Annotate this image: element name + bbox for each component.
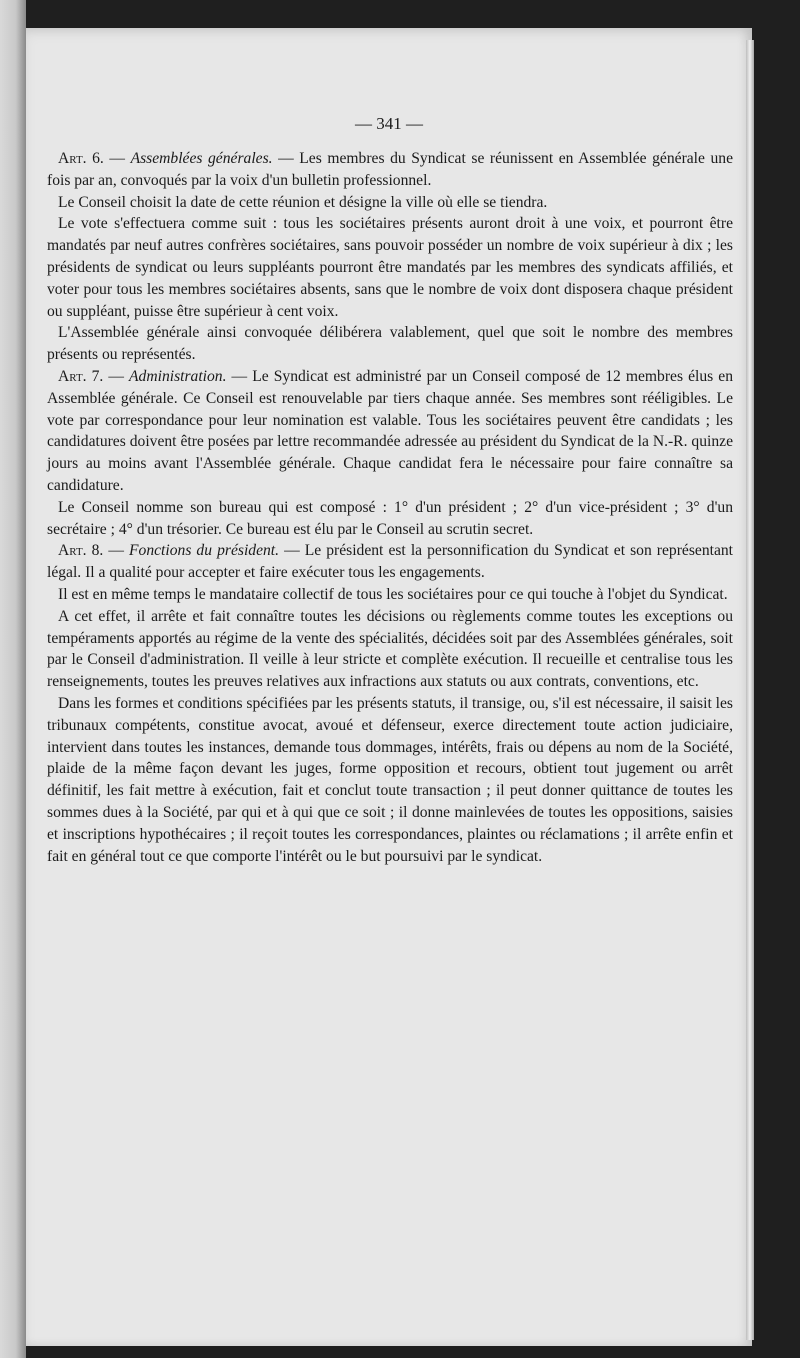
page-body xyxy=(47,148,733,867)
article-7-title: Administration. xyxy=(129,367,227,385)
page-number: — 341 — xyxy=(355,114,423,133)
article-8-paragraph-1: Art. 8. — Fonctions du président. — Le président est la personnification du Syndicat et son représentant légal. Il a qualité pour accepter et faire exécuter tous les engagements. xyxy=(47,542,734,582)
article-6-paragraph-2: Le Conseil choisit la date de cette réunion et désigne la ville où elle se tiendra. xyxy=(58,193,548,211)
page-edge-shadow xyxy=(746,40,754,1340)
article-8-title: Fonctions du président. xyxy=(129,542,280,560)
article-6-paragraph-3: Le vote s'effectuera comme suit : tous les sociétaires présents auront droit à une voix, et pourront être mandatés par neuf autres confrères sociétaires, sans pouvoir posséder un nombre de voix supérieur à dix ; les présidents de syndicat ou leurs suppléants pourront être mandatés par les membres des syndicats affiliés, et voter pour tous les membres sociétaires absents, sans que le nombre de voix dont disposera chaque président ou suppléant, puisse être supérieur à cent voix. xyxy=(47,215,733,320)
article-6-paragraph-4: L'Assemblée générale ainsi convoquée délibérera valablement, quel que soit le nombre des membres présents ou représentés. xyxy=(47,324,733,364)
article-7-paragraph-2: Le Conseil nomme son bureau qui est composé : 1° d'un président ; 2° d'un vice-président ; 3° d'un secrétaire ; 4° d'un trésorier. Ce bureau est élu par le Conseil au scrutin secret. xyxy=(47,498,733,538)
article-6-label: Art. 6. xyxy=(58,150,104,167)
article-8-paragraph-3: A cet effet, il arrête et fait connaître toutes les décisions ou règlements comme toutes les exceptions ou tempéraments apportés au régime de la vente des spécialités, décidées soit par des Assemblées générales, soit par le Conseil d'administration. Il veille à leur stricte et complète exécution. Il recueille et centralise tous les renseignements, toutes les preuves relatives aux infractions aux statuts ou aux contrats, conventions, etc. xyxy=(47,607,733,691)
article-8-paragraph-4: Dans les formes et conditions spécifiées par les présents statuts, il transige, ou, s'il est nécessaire, il saisit les tribunaux compétents, constitue avocat, avoué et défenseur, exerce directement toute action judiciaire, intervient dans toutes les instances, demande tous dommages, intérêts, frais ou dépens au nom de la Société, plaide de la même façon devant les juges, forme opposition et recours, obtient tout jugement ou arrêt définitif, les fait mettre à exécution, fait et conclut toute transaction ; il peut donner quittance de toutes les sommes dues à la Société, par qui et à qui que ce soit ; il donne mainlevées de toutes les oppositions, saisies et inscriptions hypothécaires ; il reçoit toutes les correspondances, plaintes ou réclamations ; il arrête enfin et fait en général tout ce que comporte l'intérêt ou le but poursuivi par le syndicat. xyxy=(47,694,733,865)
previous-page-edge xyxy=(0,0,26,1358)
article-6-text-1: Les membres du Syndicat se réunissent en Assemblée générale une fois par an, convoqués par la voix d'un bulletin professionnel. xyxy=(47,150,734,189)
article-8-paragraph-2: Il est en même temps le mandataire collectif de tous les sociétaires pour ce qui touche à l'objet du Syndicat. xyxy=(58,585,728,603)
article-7-text-1: Le Syndicat est administré par un Conseil composé de 12 membres élus en Assemblée générale. Ce Conseil est renouvelable par tiers chaque année. Ses membres sont rééligibles. Le vote par correspondance pour leur nomination est valable. Tous les sociétaires peuvent être candidats ; les candidatures doivent être posées par lettre recommandée adressée au président du Syndicat de la N.-R. quinze jours au moins avant l'Assemblée générale. Chaque candidat fera le nécessaire pour faire connaître sa candidature. xyxy=(47,367,733,494)
article-8-label: Art. 8. xyxy=(58,542,104,560)
article-6-title: Assemblées générales. xyxy=(130,150,273,167)
article-7-label: Art. 7. xyxy=(58,367,104,385)
article-6-paragraph-1: Art. 6. — Assemblées générales. — Les membres du Syndicat se réunissent en Assemblée générale une fois par an, convoqués par la voix d'un bulletin professionnel. xyxy=(47,150,734,189)
article-7-paragraph-1: Art. 7. — Administration. — Le Syndicat est administré par un Conseil composé de 12 membres élus en Assemblée générale. Ce Conseil est renouvelable par tiers chaque année. Ses membres sont rééligibles. Le vote par correspondance pour leur nomination est valable. Tous les sociétaires peuvent être candidats ; les candidatures doivent être posées par lettre recommandée adressée au président du Syndicat de la N.-R. quinze jours au moins avant l'Assemblée générale. Chaque candidat fera le nécessaire pour faire connaître sa candidature. xyxy=(47,367,733,494)
article-8-text-1: Le président est la personnification du Syndicat et son représentant légal. Il a qualité pour accepter et faire exécuter tous les engagements. xyxy=(47,542,734,582)
